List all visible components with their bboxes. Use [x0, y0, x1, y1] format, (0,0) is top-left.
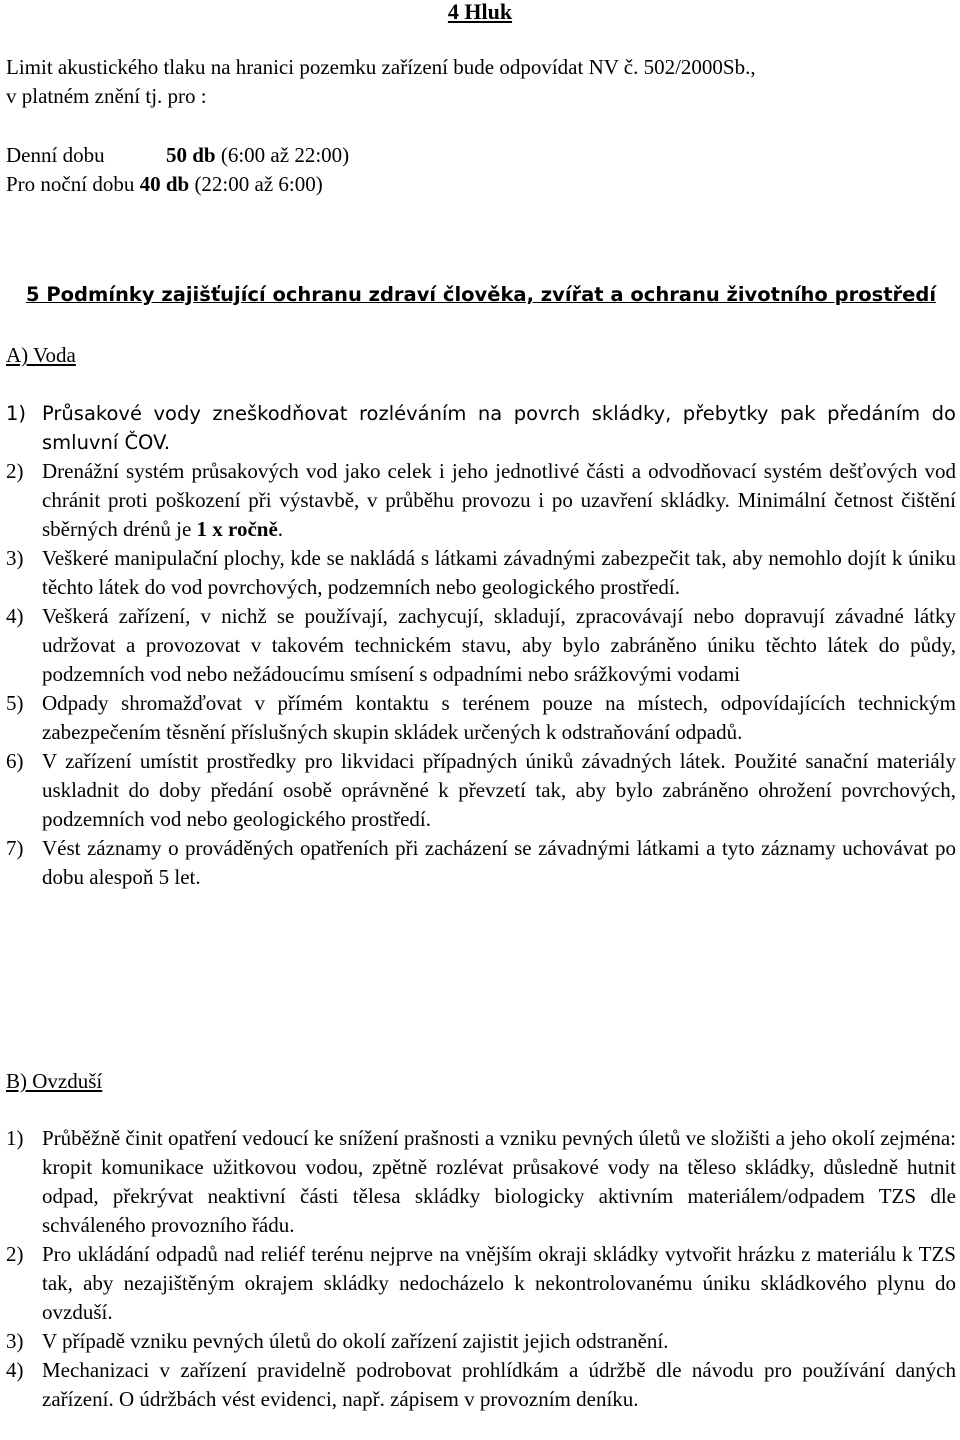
night-limit-row	[6, 170, 956, 199]
list-item	[6, 457, 956, 544]
item-text: Odpady shromažďovat v přímém kontaktu s terénem pouze na místech, odpovídajících technickým zabezpečením těsnění příslušných skupin skládek určených k odstraňování odpadů.	[42, 691, 956, 744]
item-text-bold: 1 x ročně	[196, 517, 278, 541]
day-limit-value: 50 db	[166, 143, 216, 167]
noise-intro-line-1: Limit akustického tlaku na hranici pozemku zařízení bude odpovídat NV č. 502/2000Sb.,	[6, 55, 756, 79]
list-item	[6, 834, 956, 892]
item-number: 5)	[6, 691, 24, 715]
night-limit-value: 40 db	[139, 172, 190, 196]
item-text: V zařízení umístit prostředky pro likvidaci případných úniků závadných látek. Použité sanační materiály uskladnit do doby předání osobě oprávněné k převzetí tak, aby bylo zabráněno ohrožení povrchových, podzemních vod nebo geologického prostředí.	[42, 749, 956, 831]
air-heading: B) Ovzduší	[6, 1069, 103, 1093]
item-text: Mechanizaci v zařízení pravidelně podrobovat prohlídkám a údržbě dle návodu pro používání daných zařízení. O údržbách vést evidenci, např. zápisem v provozním deníku.	[42, 1358, 956, 1411]
item-text: Veškeré manipulační plochy, kde se nakládá s látkami závadnými zabezpečit tak, aby nemohlo dojít k úniku těchto látek do vod povrchových, podzemních nebo geologického prostředí.	[42, 546, 956, 599]
day-limit-row	[6, 141, 956, 170]
item-text: V případě vzniku pevných úletů do okolí zařízení zajistit jejich odstranění.	[42, 1329, 669, 1353]
noise-intro	[6, 53, 956, 111]
item-text: Veškerá zařízení, v nichž se používají, zachycují, skladují, zpracovávají nebo dopravují závadné látky udržovat a provozovat v takovém technickém stavu, aby bylo zabráněno úniku těchto látek do půdy, podzemních vod nebo nežádoucímu smísení s odpadními nebo srážkovými vodami	[42, 604, 956, 686]
item-text-tail: .	[277, 517, 284, 541]
list-item	[6, 602, 956, 689]
item-number: 3)	[6, 1329, 24, 1353]
item-text: Průsakové vody zneškodňovat rozléváním na povrch skládky, přebytky pak předáním do smluvní ČOV.	[42, 402, 956, 454]
water-heading: A) Voda	[6, 343, 76, 367]
noise-limits	[6, 141, 956, 199]
list-item	[6, 1240, 956, 1327]
section-4-heading: 4 Hluk	[447, 0, 513, 24]
day-limit-range: (6:00 až 22:00)	[220, 143, 350, 167]
list-item	[6, 1124, 956, 1240]
list-item	[6, 1356, 956, 1414]
night-limit-label: Pro noční dobu	[6, 172, 135, 196]
item-text: Pro ukládání odpadů nad reliéf terénu nejprve na vnějším okraji skládky vytvořit hrázku z materiálu k TZS tak, aby nezajištěným okrajem skládky nedocházelo k nekontrolovanému úniku skládkového plynu do ovzduší.	[42, 1242, 956, 1324]
section-5-heading: 5 Podmínky zajišťující ochranu zdraví člověka, zvířat a ochranu životního prostředí	[26, 283, 937, 306]
item-number: 4)	[6, 604, 24, 628]
day-limit-label: Denní dobu	[6, 143, 105, 167]
list-item	[6, 747, 956, 834]
item-text: Drenážní systém průsakových vod jako celek i jeho jednotlivé části a odvodňovací systém dešťových vod chránit proti poškození při výstavbě, v průběhu provozu i po uzavření skládky. Minimální četnost čištění sběrných drénů je	[42, 459, 956, 541]
item-number: 1)	[6, 402, 27, 425]
item-number: 7)	[6, 836, 24, 860]
list-item	[6, 399, 956, 457]
list-item	[6, 544, 956, 602]
item-number: 6)	[6, 749, 24, 773]
list-item	[6, 689, 956, 747]
noise-intro-line-2: v platném znění tj. pro :	[6, 84, 207, 108]
item-number: 1)	[6, 1126, 24, 1150]
night-limit-range: (22:00 až 6:00)	[194, 172, 323, 196]
item-number: 2)	[6, 1242, 24, 1266]
list-item	[6, 1327, 956, 1356]
item-text: Průběžně činit opatření vedoucí ke snížení prašnosti a vzniku pevných úletů ve složišti a jeho okolí zejména: kropit komunikace užitkovou vodou, zpětně rozlévat průsakové vody na těleso skládky, důsledně hutnit odpad, překrývat neaktivní části tělesa skládky biologicky aktivním materiálem/odpadem TZS dle schváleného provozního řádu.	[42, 1126, 956, 1237]
water-conditions-list	[6, 399, 956, 892]
item-number: 2)	[6, 459, 24, 483]
item-text: Vést záznamy o prováděných opatřeních při zacházení se závadnými látkami a tyto záznamy uchovávat po dobu alespoň 5 let.	[42, 836, 956, 889]
air-conditions-list	[6, 1124, 956, 1414]
item-number: 4)	[6, 1358, 24, 1382]
item-number: 3)	[6, 546, 24, 570]
